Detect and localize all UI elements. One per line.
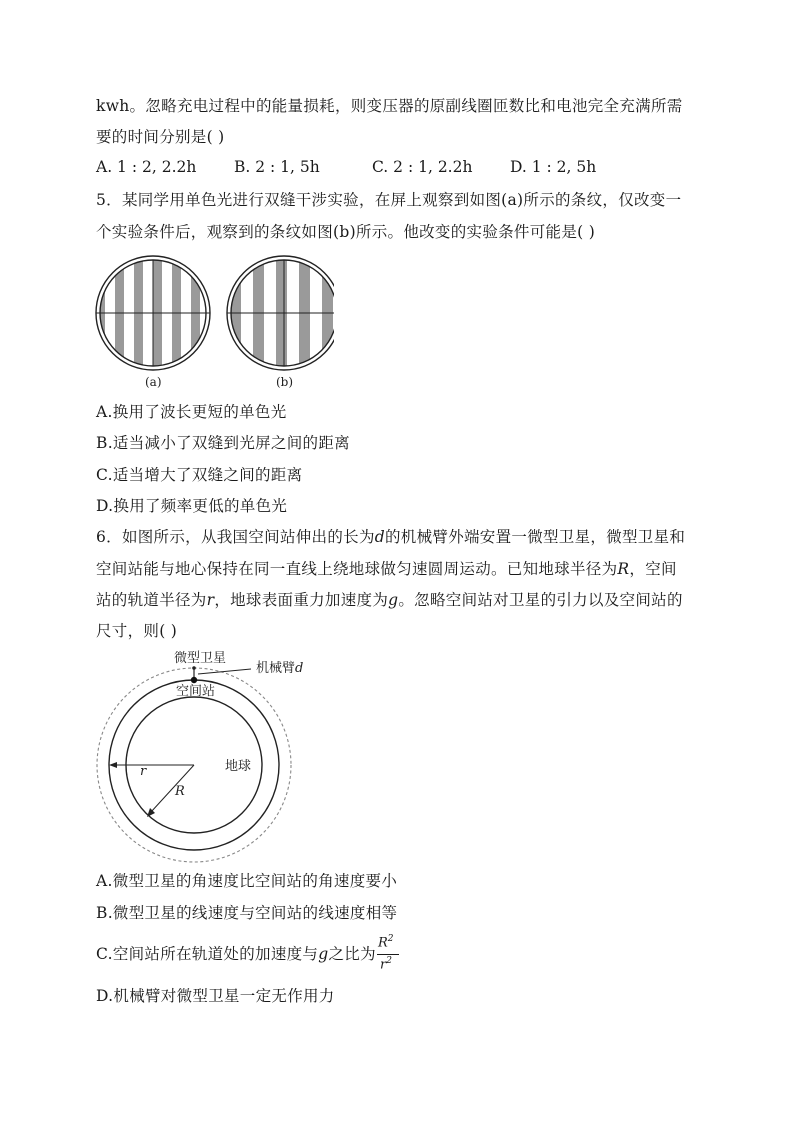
station-label: 空间站 — [176, 684, 216, 699]
q4-option-c[interactable]: C. 2 : 1, 2.2h — [372, 158, 473, 176]
q6-line-2-part-b: ，空间 — [629, 560, 677, 578]
denominator-exponent: 2 — [386, 956, 392, 966]
q6-line-1-part-b: 的机械臂外端安置一微型卫星，微型卫星和 — [385, 528, 686, 546]
numerator-exponent: 2 — [387, 934, 394, 944]
arm-label-text: 机械臂 — [256, 661, 296, 676]
q4-option-b[interactable]: B. 2 : 1, 5h — [234, 158, 320, 176]
q6-var-g: g — [388, 591, 399, 609]
q6-var-R: R — [617, 560, 630, 578]
numerator-var: R — [378, 935, 388, 951]
earth-label: 地球 — [225, 759, 252, 774]
q5-line-2: 个实验条件后，观察到的条纹如图(b)所示。他改变的实验条件可能是( ) — [96, 223, 596, 241]
q6-option-c-var-g: g — [318, 945, 329, 963]
q4-option-a[interactable]: A. 1 : 2, 2.2h — [96, 158, 197, 176]
q6-line-3-part-c: 。忽略空间站对卫星的引力以及空间站的 — [398, 591, 683, 609]
q6-var-r: r — [206, 591, 215, 609]
q6-line-2 — [96, 559, 677, 579]
figure-label-a: (a) — [145, 375, 162, 389]
arm-leader-line — [198, 669, 251, 674]
denominator-var: r — [380, 957, 387, 973]
q5-option-b[interactable]: B.适当减小了双缝到光屏之间的距离 — [96, 434, 350, 452]
fraction-bar — [377, 954, 399, 955]
fraction-R2-over-r2 — [375, 934, 401, 976]
q6-option-d[interactable]: D.机械臂对微型卫星一定无作用力 — [96, 987, 335, 1005]
satellite-marker — [192, 666, 196, 670]
r-arrowhead — [109, 762, 117, 768]
q5-option-c[interactable]: C.适当增大了双缝之间的距离 — [96, 466, 303, 484]
q6-line-1-part-a: 6．如图所示，从我国空间站伸出的长为 — [96, 528, 375, 546]
q6-line-3-part-b: ，地球表面重力加速度为 — [214, 591, 389, 609]
q6-line-2-part-a: 空间站能与地心保持在同一直线上绕地球做匀速圆周运动。已知地球半径为 — [96, 560, 618, 578]
station-marker — [191, 677, 197, 683]
arm-label — [256, 660, 303, 676]
q6-line-1 — [96, 527, 685, 547]
q4-options — [96, 158, 696, 178]
q5-option-a[interactable]: A.换用了波长更短的单色光 — [96, 403, 287, 421]
q6-line-3-part-a: 站的轨道半径为 — [96, 591, 207, 609]
interference-fringes-figure — [94, 254, 334, 394]
figure-label-b: (b) — [276, 375, 294, 389]
q6-line-3 — [96, 590, 683, 610]
q6-option-b[interactable]: B.微型卫星的线速度与空间站的线速度相等 — [96, 904, 398, 922]
q6-option-c-part-b: 之比为 — [328, 945, 376, 963]
q5-option-d[interactable]: D.换用了频率更低的单色光 — [96, 497, 288, 515]
q6-option-c[interactable] — [96, 944, 376, 964]
q4-option-d[interactable]: D. 1 : 2, 5h — [510, 158, 597, 176]
fringe-pattern-a — [96, 254, 210, 374]
fringe-pattern-b — [227, 254, 334, 374]
q6-option-a[interactable]: A.微型卫星的角速度比空间站的角速度要小 — [96, 872, 398, 890]
q4-line-2: 要的时间分别是( ) — [96, 128, 225, 146]
q5-line-1: 5．某同学用单色光进行双缝干涉实验，在屏上观察到如图(a)所示的条纹，仅改变一 — [96, 191, 682, 209]
q6-var-d: d — [374, 528, 385, 546]
fraction-numerator — [378, 934, 394, 950]
satellite-label: 微型卫星 — [174, 651, 227, 666]
q6-line-4: 尺寸，则( ) — [96, 622, 178, 640]
fraction-denominator — [380, 956, 392, 972]
q6-option-c-part-a: C.空间站所在轨道处的加速度与 — [96, 945, 319, 963]
arm-label-var: d — [295, 661, 304, 676]
q4-line-1: kwh。忽略充电过程中的能量损耗，则变压器的原副线圈匝数比和电池完全充满所需 — [96, 97, 683, 115]
r-label: r — [140, 764, 147, 779]
space-station-orbit-figure — [94, 644, 334, 870]
R-label: R — [175, 784, 185, 799]
